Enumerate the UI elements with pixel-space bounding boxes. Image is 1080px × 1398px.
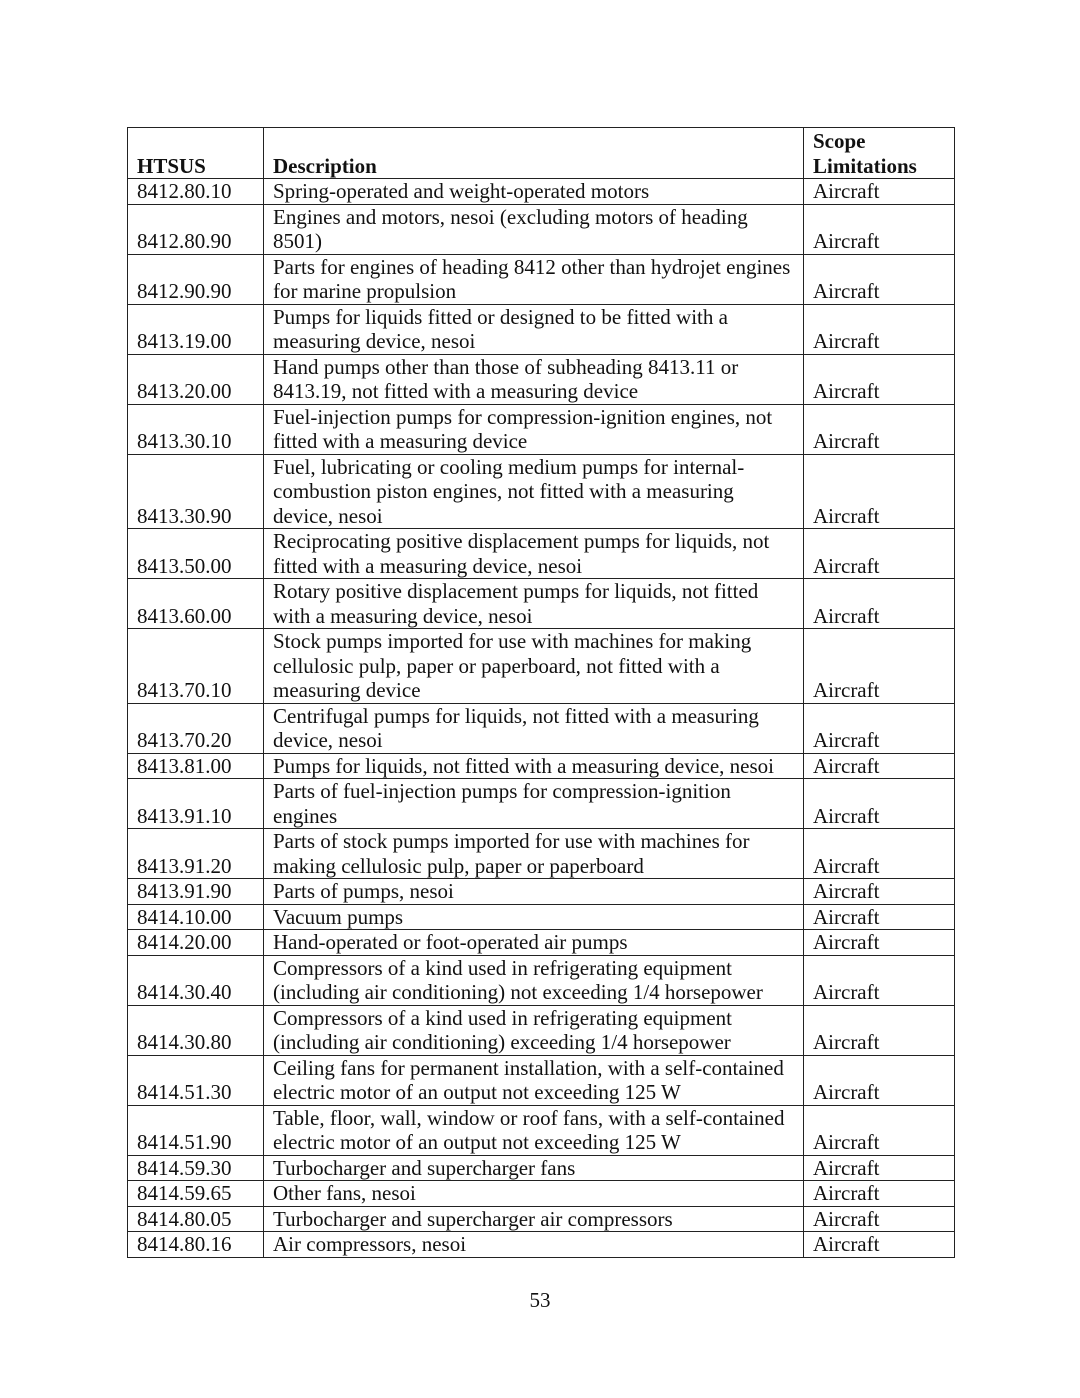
scope-cell: Aircraft (804, 1206, 955, 1232)
htsus-code: 8413.19.00 (128, 304, 264, 354)
table-row (128, 254, 955, 304)
htsus-code: 8413.91.20 (128, 829, 264, 879)
description-cell: Rotary positive displacement pumps for liquids, not fitted with a measuring device, nesoi (264, 579, 804, 629)
scope-cell: Aircraft (804, 779, 955, 829)
scope-cell: Aircraft (804, 904, 955, 930)
htsus-code: 8413.91.90 (128, 879, 264, 905)
table-row (128, 779, 955, 829)
htsus-code: 8414.80.16 (128, 1232, 264, 1258)
htsus-code: 8413.91.10 (128, 779, 264, 829)
htsus-code: 8414.51.90 (128, 1105, 264, 1155)
scope-cell: Aircraft (804, 579, 955, 629)
htsus-code: 8414.20.00 (128, 930, 264, 956)
htsus-code: 8412.80.90 (128, 204, 264, 254)
scope-cell: Aircraft (804, 454, 955, 529)
table-header-row (128, 128, 955, 179)
table-row (128, 529, 955, 579)
scope-cell: Aircraft (804, 304, 955, 354)
htsus-code: 8414.51.30 (128, 1055, 264, 1105)
description-cell: Parts for engines of heading 8412 other than hydrojet engines for marine propulsion (264, 254, 804, 304)
htsus-code: 8412.80.10 (128, 179, 264, 205)
description-cell: Turbocharger and supercharger fans (264, 1155, 804, 1181)
table-row (128, 304, 955, 354)
table-row (128, 454, 955, 529)
scope-cell: Aircraft (804, 354, 955, 404)
htsus-code: 8413.50.00 (128, 529, 264, 579)
htsus-code: 8413.81.00 (128, 753, 264, 779)
description-cell: Reciprocating positive displacement pumps for liquids, not fitted with a measuring device, nesoi (264, 529, 804, 579)
scope-cell: Aircraft (804, 1181, 955, 1207)
description-cell: Hand-operated or foot-operated air pumps (264, 930, 804, 956)
table-row (128, 703, 955, 753)
description-cell: Parts of pumps, nesoi (264, 879, 804, 905)
scope-cell: Aircraft (804, 753, 955, 779)
description-cell: Centrifugal pumps for liquids, not fitted with a measuring device, nesoi (264, 703, 804, 753)
description-cell: Vacuum pumps (264, 904, 804, 930)
scope-cell: Aircraft (804, 254, 955, 304)
scope-cell: Aircraft (804, 879, 955, 905)
scope-cell: Aircraft (804, 404, 955, 454)
htsus-code: 8412.90.90 (128, 254, 264, 304)
header-htsus: HTSUS (128, 128, 264, 179)
table-row (128, 579, 955, 629)
scope-cell: Aircraft (804, 529, 955, 579)
header-description: Description (264, 128, 804, 179)
table-row (128, 404, 955, 454)
scope-cell: Aircraft (804, 703, 955, 753)
description-cell: Other fans, nesoi (264, 1181, 804, 1207)
table-row (128, 1232, 955, 1258)
htsus-code: 8414.30.40 (128, 955, 264, 1005)
htsus-code: 8414.59.65 (128, 1181, 264, 1207)
table-row (128, 955, 955, 1005)
htsus-code: 8413.70.20 (128, 703, 264, 753)
description-cell: Ceiling fans for permanent installation, with a self-contained electric motor of an output not exceeding 125 W (264, 1055, 804, 1105)
htsus-code: 8414.59.30 (128, 1155, 264, 1181)
description-cell: Turbocharger and supercharger air compressors (264, 1206, 804, 1232)
htsus-code: 8413.60.00 (128, 579, 264, 629)
htsus-code: 8414.10.00 (128, 904, 264, 930)
header-scope-limitations: Scope Limitations (804, 128, 955, 179)
description-cell: Spring-operated and weight-operated motors (264, 179, 804, 205)
table-row (128, 354, 955, 404)
table-row (128, 1155, 955, 1181)
scope-cell: Aircraft (804, 1005, 955, 1055)
description-cell: Parts of stock pumps imported for use with machines for making cellulosic pulp, paper or paperboard (264, 829, 804, 879)
scope-cell: Aircraft (804, 1155, 955, 1181)
description-cell: Engines and motors, nesoi (excluding motors of heading 8501) (264, 204, 804, 254)
table-row (128, 204, 955, 254)
description-cell: Compressors of a kind used in refrigerating equipment (including air conditioning) not exceeding 1/4 horsepower (264, 955, 804, 1005)
table-row (128, 1206, 955, 1232)
htsus-code: 8413.70.10 (128, 629, 264, 704)
htsus-code: 8413.30.10 (128, 404, 264, 454)
description-cell: Hand pumps other than those of subheading 8413.11 or 8413.19, not fitted with a measuring device (264, 354, 804, 404)
table-row (128, 629, 955, 704)
description-cell: Compressors of a kind used in refrigerating equipment (including air conditioning) exceeding 1/4 horsepower (264, 1005, 804, 1055)
scope-cell: Aircraft (804, 930, 955, 956)
scope-cell: Aircraft (804, 955, 955, 1005)
description-cell: Pumps for liquids fitted or designed to be fitted with a measuring device, nesoi (264, 304, 804, 354)
htsus-table (127, 127, 955, 1258)
scope-cell: Aircraft (804, 204, 955, 254)
scope-cell: Aircraft (804, 1105, 955, 1155)
description-cell: Fuel-injection pumps for compression-ignition engines, not fitted with a measuring device (264, 404, 804, 454)
scope-cell: Aircraft (804, 179, 955, 205)
table-row (128, 930, 955, 956)
description-cell: Parts of fuel-injection pumps for compression-ignition engines (264, 779, 804, 829)
description-cell: Pumps for liquids, not fitted with a measuring device, nesoi (264, 753, 804, 779)
scope-cell: Aircraft (804, 1232, 955, 1258)
scope-cell: Aircraft (804, 1055, 955, 1105)
table-row (128, 904, 955, 930)
table-row (128, 179, 955, 205)
htsus-code: 8413.20.00 (128, 354, 264, 404)
scope-cell: Aircraft (804, 629, 955, 704)
scope-cell: Aircraft (804, 829, 955, 879)
table-row (128, 829, 955, 879)
htsus-code: 8414.80.05 (128, 1206, 264, 1232)
table-row (128, 1055, 955, 1105)
table-row (128, 879, 955, 905)
description-cell: Fuel, lubricating or cooling medium pumps for internal-combustion piston engines, not fitted with a measuring device, nesoi (264, 454, 804, 529)
htsus-code: 8414.30.80 (128, 1005, 264, 1055)
page-number: 53 (529, 1288, 551, 1312)
description-cell: Stock pumps imported for use with machines for making cellulosic pulp, paper or paperboard, not fitted with a measuring device (264, 629, 804, 704)
table-body (128, 179, 955, 1258)
description-cell: Air compressors, nesoi (264, 1232, 804, 1258)
table-row (128, 1181, 955, 1207)
htsus-code: 8413.30.90 (128, 454, 264, 529)
description-cell: Table, floor, wall, window or roof fans, with a self-contained electric motor of an output not exceeding 125 W (264, 1105, 804, 1155)
table-row (128, 1005, 955, 1055)
table-row (128, 1105, 955, 1155)
table-row (128, 753, 955, 779)
